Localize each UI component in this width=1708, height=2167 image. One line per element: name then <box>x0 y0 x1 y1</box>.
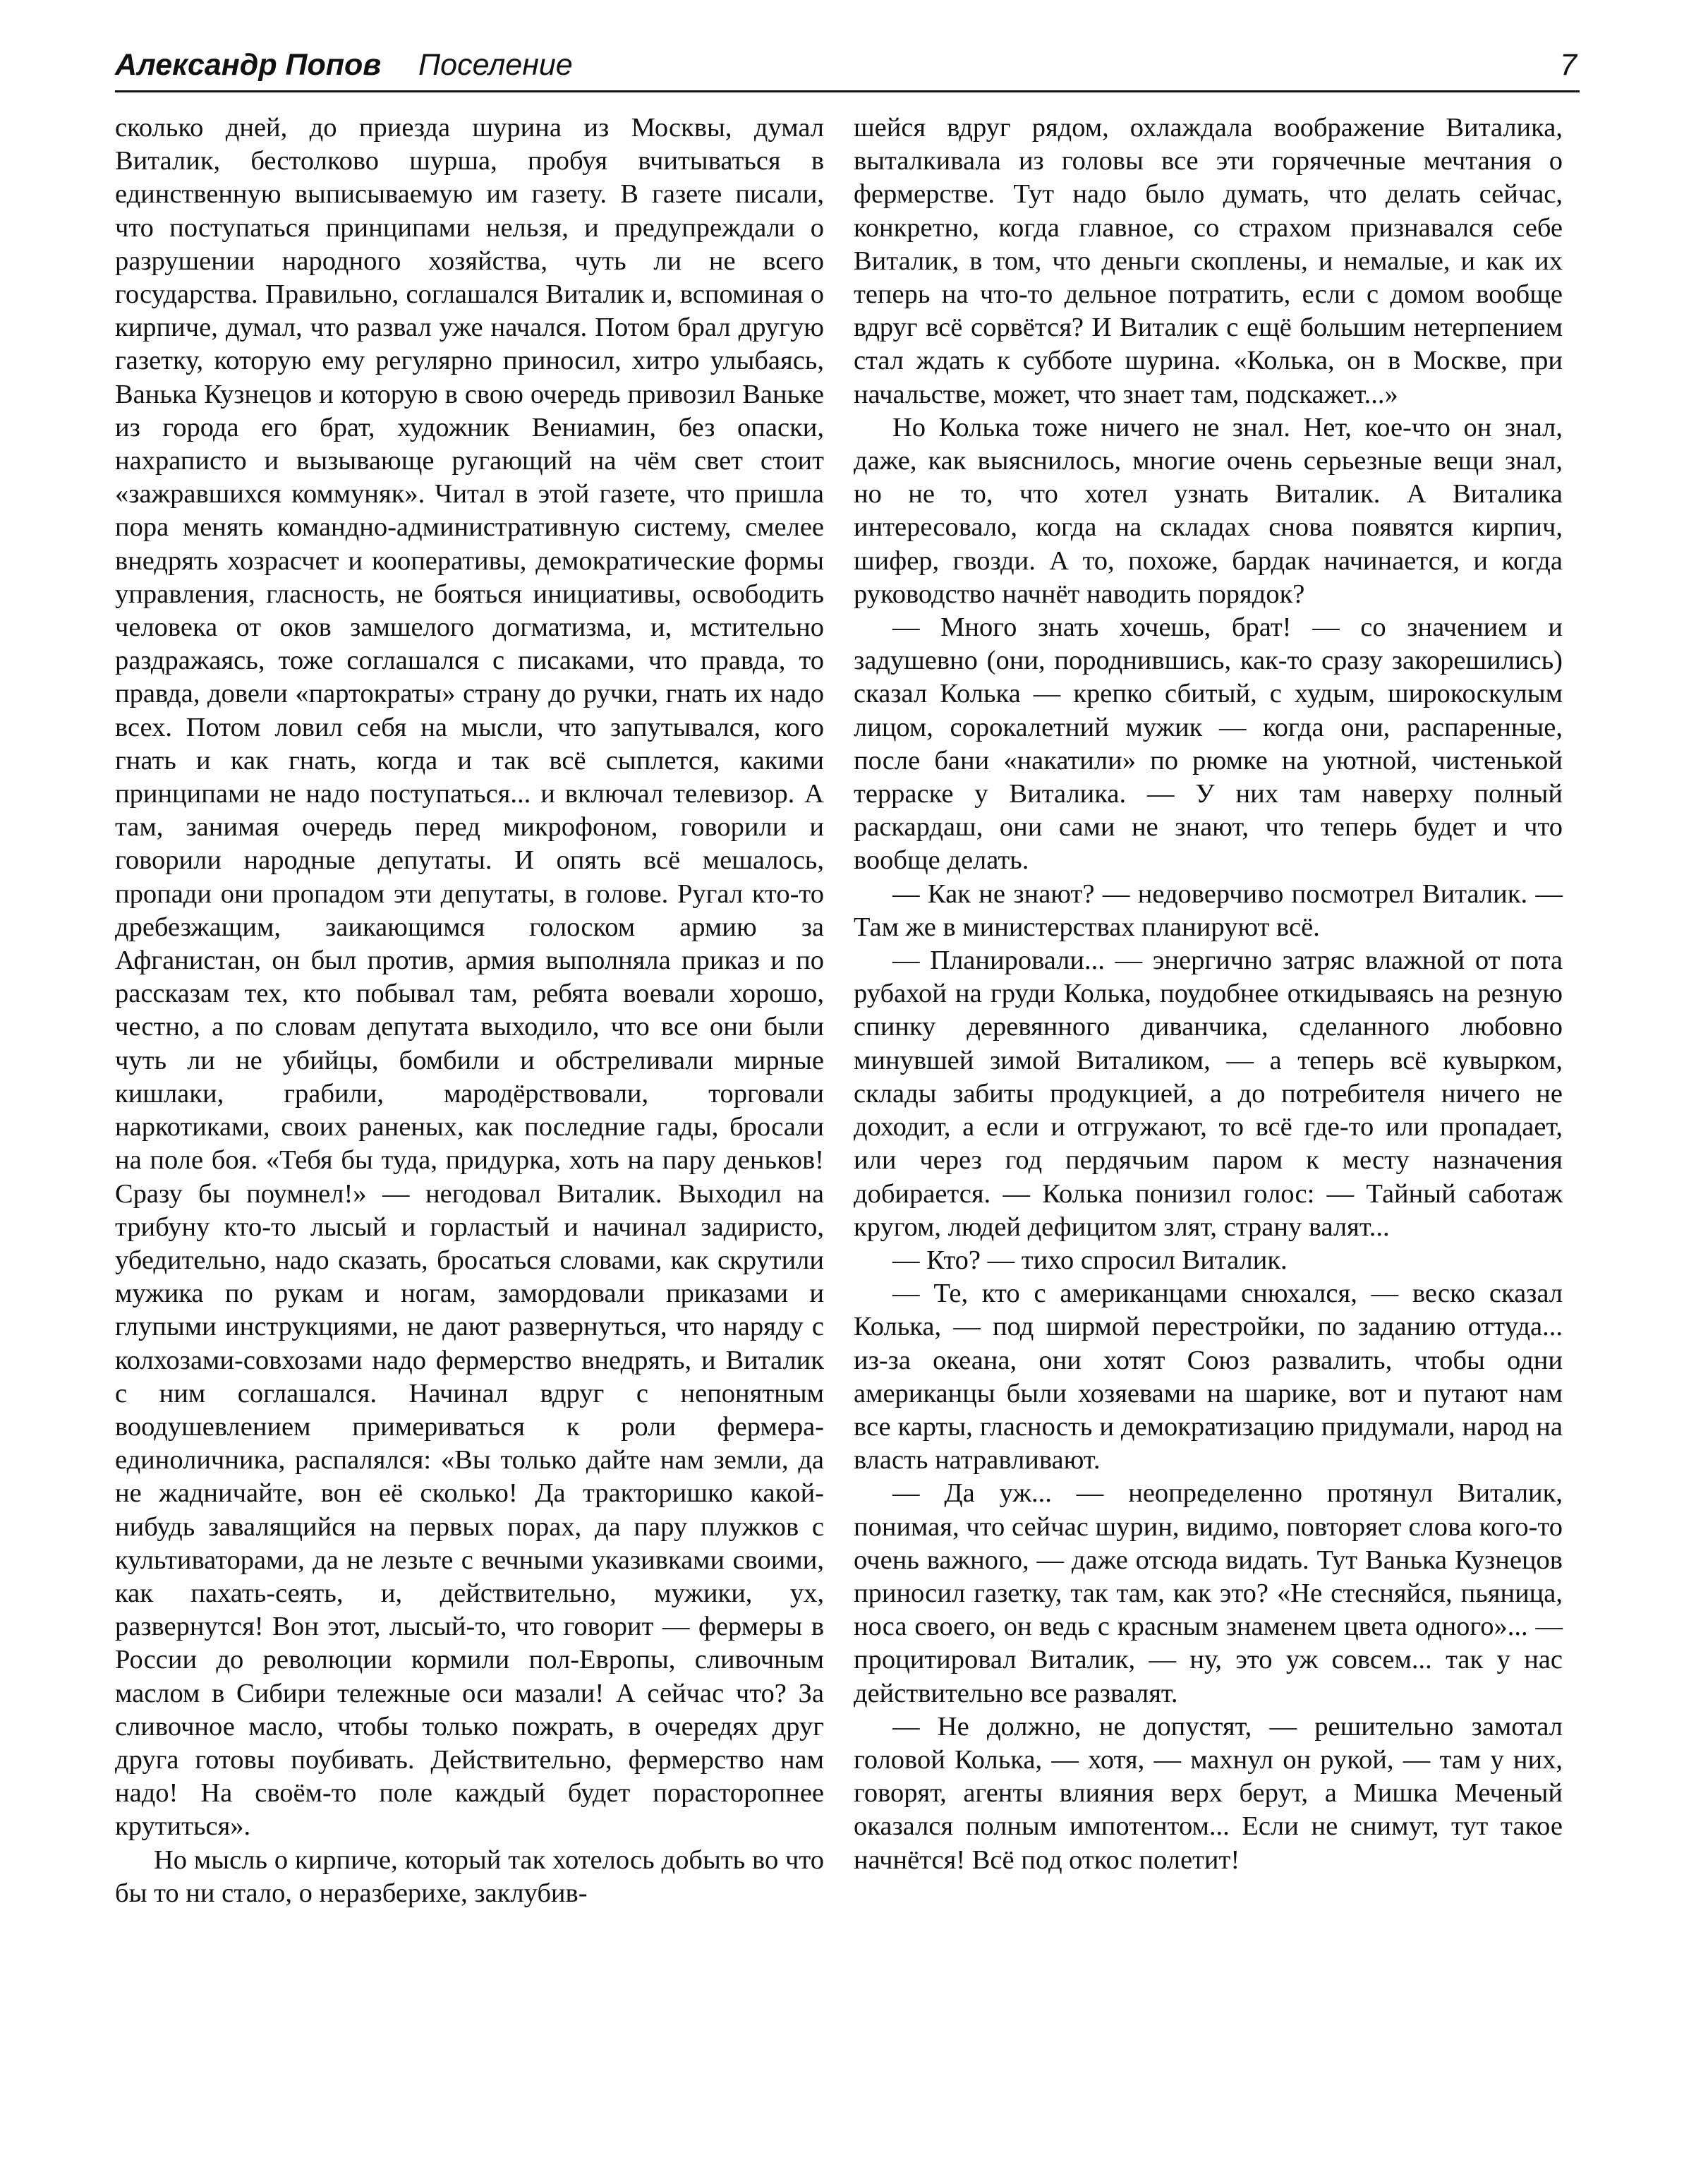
dialogue-paragraph: — Как не знают? — недоверчиво посмотрел Виталик. — Там же в министерствах планируют всё. <box>854 879 1563 942</box>
page-number: 7 <box>1560 48 1577 82</box>
running-header <box>115 42 1580 95</box>
paragraph: сколько дней, до приезда шурина из Москвы, думал Виталик, бестолково шурша, пробуя вчитываться в единственную выписываемую им газету. В газете писали, что поступаться принципами нельзя, и предупреждали о разрушении народного хозяйства, чуть ли не всего государства. Правильно, соглашался Виталик и, вспоминая о кирпиче, думал, что развал уже начался. Потом брал другую газетку, которую ему регулярно приносил, хитро улыбаясь, Ванька Кузнецов и которую в свою очередь привозил Ваньке из города его брат, художник Вениамин, без опаски, нахраписто и вызывающе ругающий на чём свет стоит «зажравшихся коммуняк». Читал в этой газете, что пришла пора менять командно-административную систему, смелее внедрять хозрасчет и кооперативы, демократические формы управления, гласность, не бояться инициативы, освободить человека от оков замшелого догматизма, и, мстительно раздражаясь, тоже соглашался с писаками, что правда, то правда, довели «партократы» страну до ручки, гнать их надо всех. Потом ловил себя на мысли, что запутывался, кого гнать и как гнать, когда и так всё сыплется, какими принципами не надо поступаться... и включал телевизор. А там, занимая очередь перед микрофоном, говорили и говорили народные депутаты. И опять всё мешалось, пропади они пропадом эти депутаты, в голове. Ругал кто-то дребезжащим, заикающимся голоском армию за Афганистан, он был против, армия выполняла приказ и по рассказам тех, кто побывал там, ребята воевали хорошо, честно, а по словам депутата выходило, что все они были чуть ли не убийцы, бомбили и обстреливали мирные кишлаки, грабили, мародёрствовали, торговали наркотиками, своих раненых, как последние гады, бросали на поле боя. «Тебя бы туда, придурка, хоть на пару деньков! Сразу бы поумнел!» — негодовал Виталик. Выходил на трибуну кто-то лысый и горластый и начинал задиристо, убедительно, надо сказать, бросаться словами, как скрутили мужика по рукам и ногам, замордовали приказами и глупыми инструкциями, не дают развернуться, что наряду с колхозами-совхозами надо фермерство внедрять, и Виталик с ним соглашался. Начинал вдруг с непонятным воодушевлением примериваться к роли фермера-единоличника, распалялся: «Вы только дайте нам земли, да не жадничайте, вон её сколько! Да тракторишко какой-нибудь завалящийся на первых порах, да пару плужков с культиваторами, да не лезьте с вечными указивками своими, как пахать-сеять, и, действительно, мужики, ух, развернутся! Вон этот, лысый-то, что говорит — фермеры в России до революции кормили пол-Европы, сливочным маслом в Сибири тележные оси мазали! А сейчас что? За сливочное масло, чтобы только пожрать, в очередях друг друга готовы поубивать. Действительно, фермерство нам надо! На своём-то поле каждый будет порасторопнее крутиться». <box>115 113 824 1842</box>
left-column <box>115 111 824 1910</box>
dialogue-paragraph: — Не должно, не допустят, — решительно замотал головой Колька, — хотя, — махнул он рукой, — там у них, говорят, агенты влияния верх берут, а Мишка Меченый оказался полным импотентом... Если не снимут, тут такое начнётся! Всё под откос полетит! <box>854 1711 1563 1875</box>
right-column <box>854 111 1563 1877</box>
dialogue-paragraph: — Кто? — тихо спросил Виталик. <box>892 1245 1288 1275</box>
paragraph: Но Колька тоже ничего не знал. Нет, кое-что он знал, даже, как выяснилось, многие очень серьезные вещи знал, но не то, что хотел узнать Виталик. А Виталика интересовало, когда на складах снова появятся кирпич, шифер, гвозди. А то, похоже, бардак начинается, и когда руководство начнёт наводить порядок? <box>854 412 1563 609</box>
dialogue-paragraph: — Да уж... — неопределенно протянул Виталик, понимая, что сейчас шурин, видимо, повторяет слова кого-то очень важного, — даже отсюда видать. Тут Ванька Кузнецов приносил газетку, так там, как это? «Не стесняйся, пьяница, носа своего, он ведь с красным знаменем цвета одного»... — процитировал Виталик, — ну, это уж совсем... так у нас действительно все развалят. <box>854 1478 1563 1708</box>
paragraph: шейся вдруг рядом, охлаждала воображение Виталика, выталкивала из головы все эти горячечные мечтания о фермерстве. Тут надо было думать, что делать сейчас, конкретно, когда главное, со страхом признавался себе Виталик, в том, что деньги скоплены, и немалые, и как их теперь на что-то дельное потратить, если с домом вообще вдруг всё сорвётся? И Виталик с ещё большим нетерпением стал ждать к субботе шурина. «Колька, он в Москве, при начальстве, может, что знает там, подскажет...» <box>854 113 1563 409</box>
dialogue-paragraph: — Планировали... — энергично затряс влажной от пота рубахой на груди Колька, поудобнее откидываясь на резную спинку деревянного диванчика, сделанного любовно минувшей зимой Виталиком, — а теперь всё кувырком, склады забиты продукцией, а до потребителя ничего не доходит, а если и отгружают, то всё где-то или пропадает, или через год пердячьим паром к месту назначения добирается. — Колька понизил голос: — Тайный саботаж кругом, людей дефицитом злят, страну валят... <box>854 946 1563 1242</box>
header-title: Поселение <box>418 48 573 82</box>
dialogue-paragraph: — Много знать хочешь, брат! — со значением и задушевно (они, породнившись, как-то сразу закорешились) сказал Колька — крепко сбитый, с худым, широкоскулым лицом, сорокалетний мужик — когда они, распаренные, после бани «накатили» по рюмке на уютной, чистенькой терраске у Виталика. — У них там наверху полный раскардаш, они сами не знают, что теперь будет и что вообще делать. <box>854 612 1563 876</box>
header-author: Александр Попов <box>115 48 382 82</box>
paragraph: Но мысль о кирпиче, который так хотелось добыть во что бы то ни стало, о неразберихе, заклубив- <box>115 1845 824 1908</box>
dialogue-paragraph: — Те, кто с американцами снюхался, — веско сказал Колька, — под ширмой перестройки, по заданию оттуда... из-за океана, они хотят Союз развалить, чтобы одни американцы были хозяевами на шарике, вот и путают нам все карты, гласность и демократизацию придумали, народ на власть натравливают. <box>854 1279 1563 1475</box>
header-rule <box>115 90 1580 92</box>
